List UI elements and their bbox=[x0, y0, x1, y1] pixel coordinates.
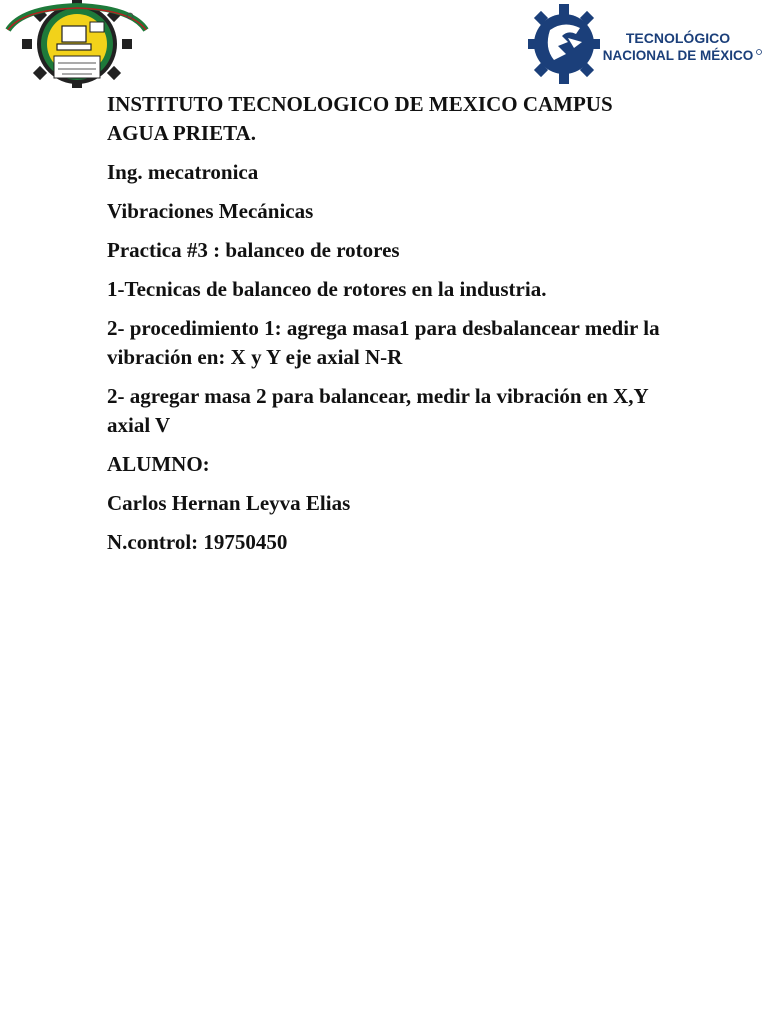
document-body bbox=[107, 90, 667, 567]
student-label: ALUMNO: bbox=[107, 452, 210, 476]
tecnm-logo-line2: NACIONAL DE MÉXICO bbox=[602, 48, 754, 63]
item-1: 1-Tecnicas de balanceo de rotores en la industria. bbox=[107, 277, 547, 301]
career-line: Ing. mecatronica bbox=[107, 160, 259, 184]
tecnm-logo bbox=[528, 2, 764, 88]
itap-logo bbox=[2, 0, 152, 88]
practice-line: Practica #3 : balanceo de rotores bbox=[107, 238, 400, 262]
control-number: N.control: 19750450 bbox=[107, 530, 288, 554]
item-3: 2- agregar masa 2 para balancear, medir la vibración en X,Y axial V bbox=[107, 384, 648, 437]
tecnm-logo-line1: TECNOLÓGICO bbox=[625, 30, 731, 46]
subject-line: Vibraciones Mecánicas bbox=[107, 199, 314, 223]
item-2: 2- procedimiento 1: agrega masa1 para desbalancear medir la vibración en: X y Y eje axial N-R bbox=[107, 316, 660, 369]
student-name: Carlos Hernan Leyva Elias bbox=[107, 491, 351, 515]
institute-title: INSTITUTO TECNOLOGICO DE MEXICO CAMPUS AGUA PRIETA. bbox=[107, 92, 613, 145]
